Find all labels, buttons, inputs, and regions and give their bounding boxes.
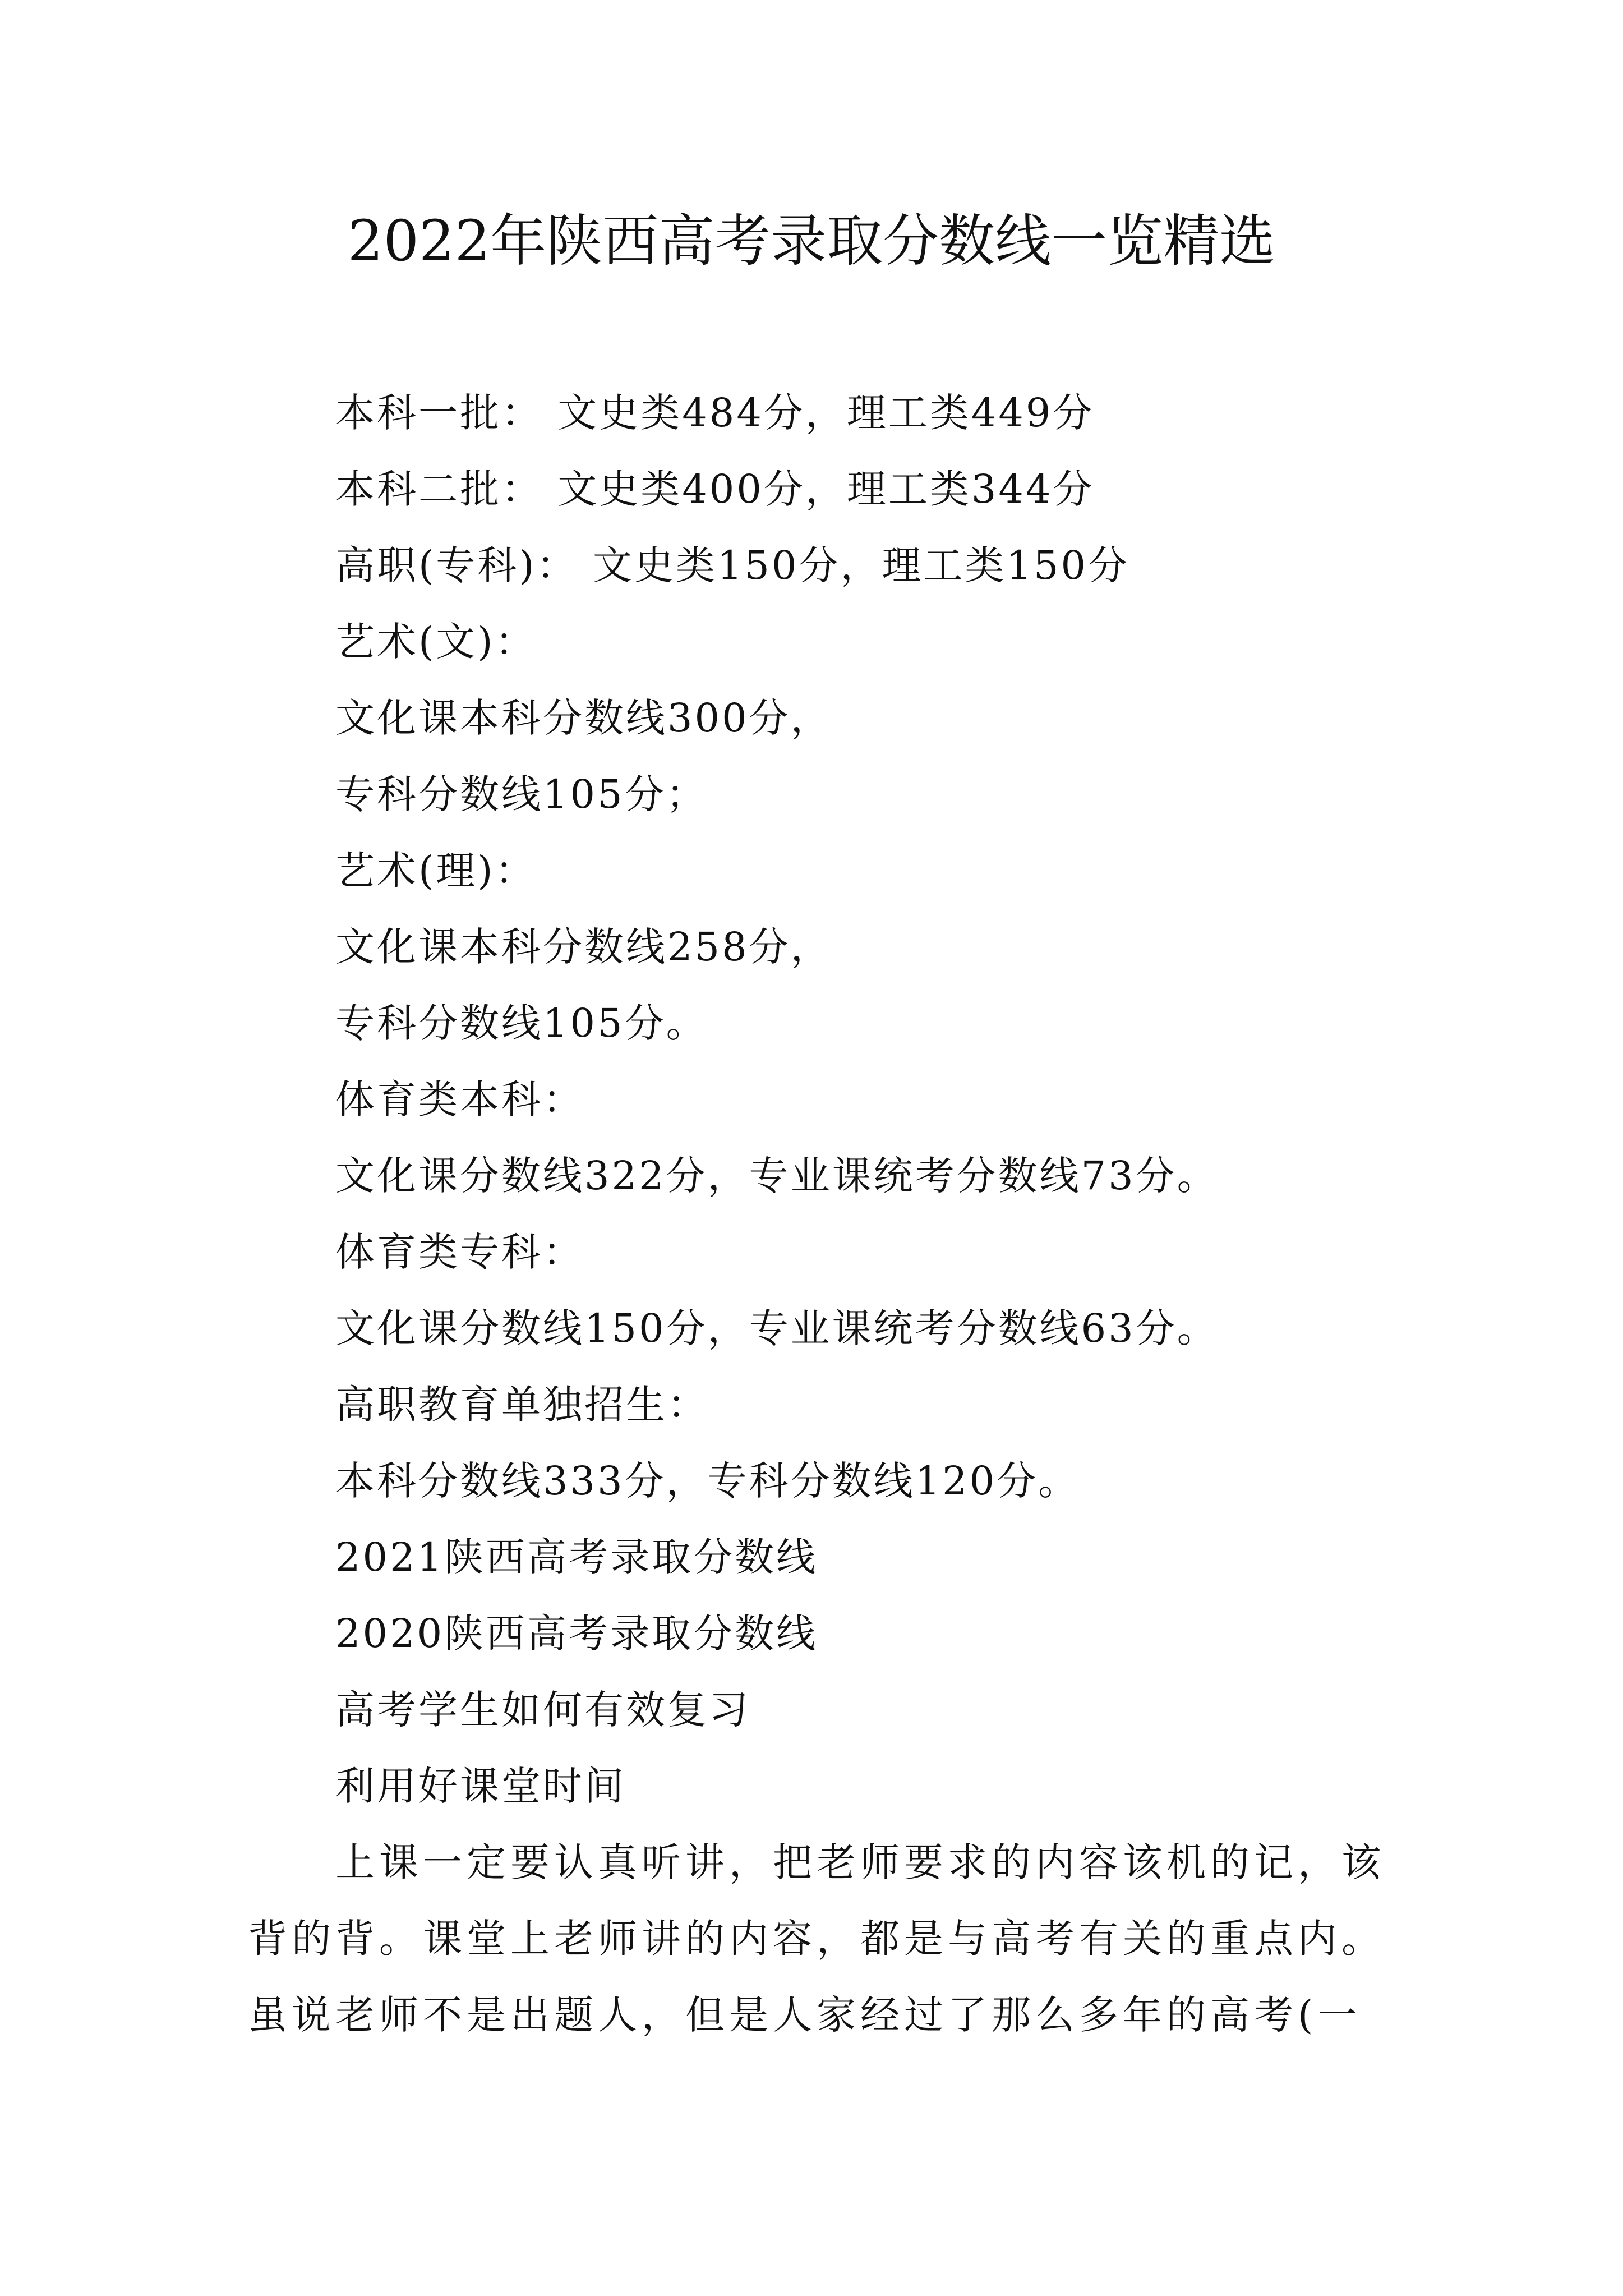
text-line: 艺术(文)： [335, 619, 537, 665]
text-line: 专科分数线105分； [335, 771, 708, 817]
text-line: 利用好课堂时间 [335, 1763, 626, 1809]
document-title: 2022年陕西高考录取分数线一览精选 [347, 208, 1276, 274]
text-line: 高职教育单独招生： [335, 1382, 709, 1428]
text-line: 专科分数线105分。 [335, 1000, 708, 1046]
text-line: 文化课分数线150分，专业课统考分数线63分。 [335, 1305, 1219, 1351]
text-line: 本科一批： 文史类484分，理工类449分 [335, 390, 1095, 436]
text-line: 文化课分数线322分，专业课统考分数线73分。 [335, 1153, 1219, 1199]
text-line: 艺术(理)： [335, 848, 537, 894]
text-line: 2021陕西高考录取分数线 [335, 1534, 818, 1580]
text-line: 本科分数线333分，专科分数线120分。 [335, 1458, 1080, 1504]
body-paragraph: 上课一定要认真听讲，把老师要求的内容该机的记，该背的背。课堂上老师讲的内容，都是与高考有关的重点内。虽说老师不是出题人，但是人家经过了那么多年的高考(一 [248, 1839, 1385, 2038]
text-line: 本科二批： 文史类400分，理工类344分 [335, 466, 1095, 512]
text-line: 体育类本科： [335, 1076, 584, 1122]
text-line: 高考学生如何有效复习 [335, 1687, 750, 1733]
text-line: 文化课本科分数线258分， [335, 924, 832, 970]
text-line: 体育类专科： [335, 1229, 584, 1275]
text-line: 文化课本科分数线300分， [335, 695, 832, 741]
text-line: 高职(专科)： 文史类150分，理工类150分 [335, 542, 1130, 588]
text-line: 2020陕西高考录取分数线 [335, 1611, 818, 1657]
